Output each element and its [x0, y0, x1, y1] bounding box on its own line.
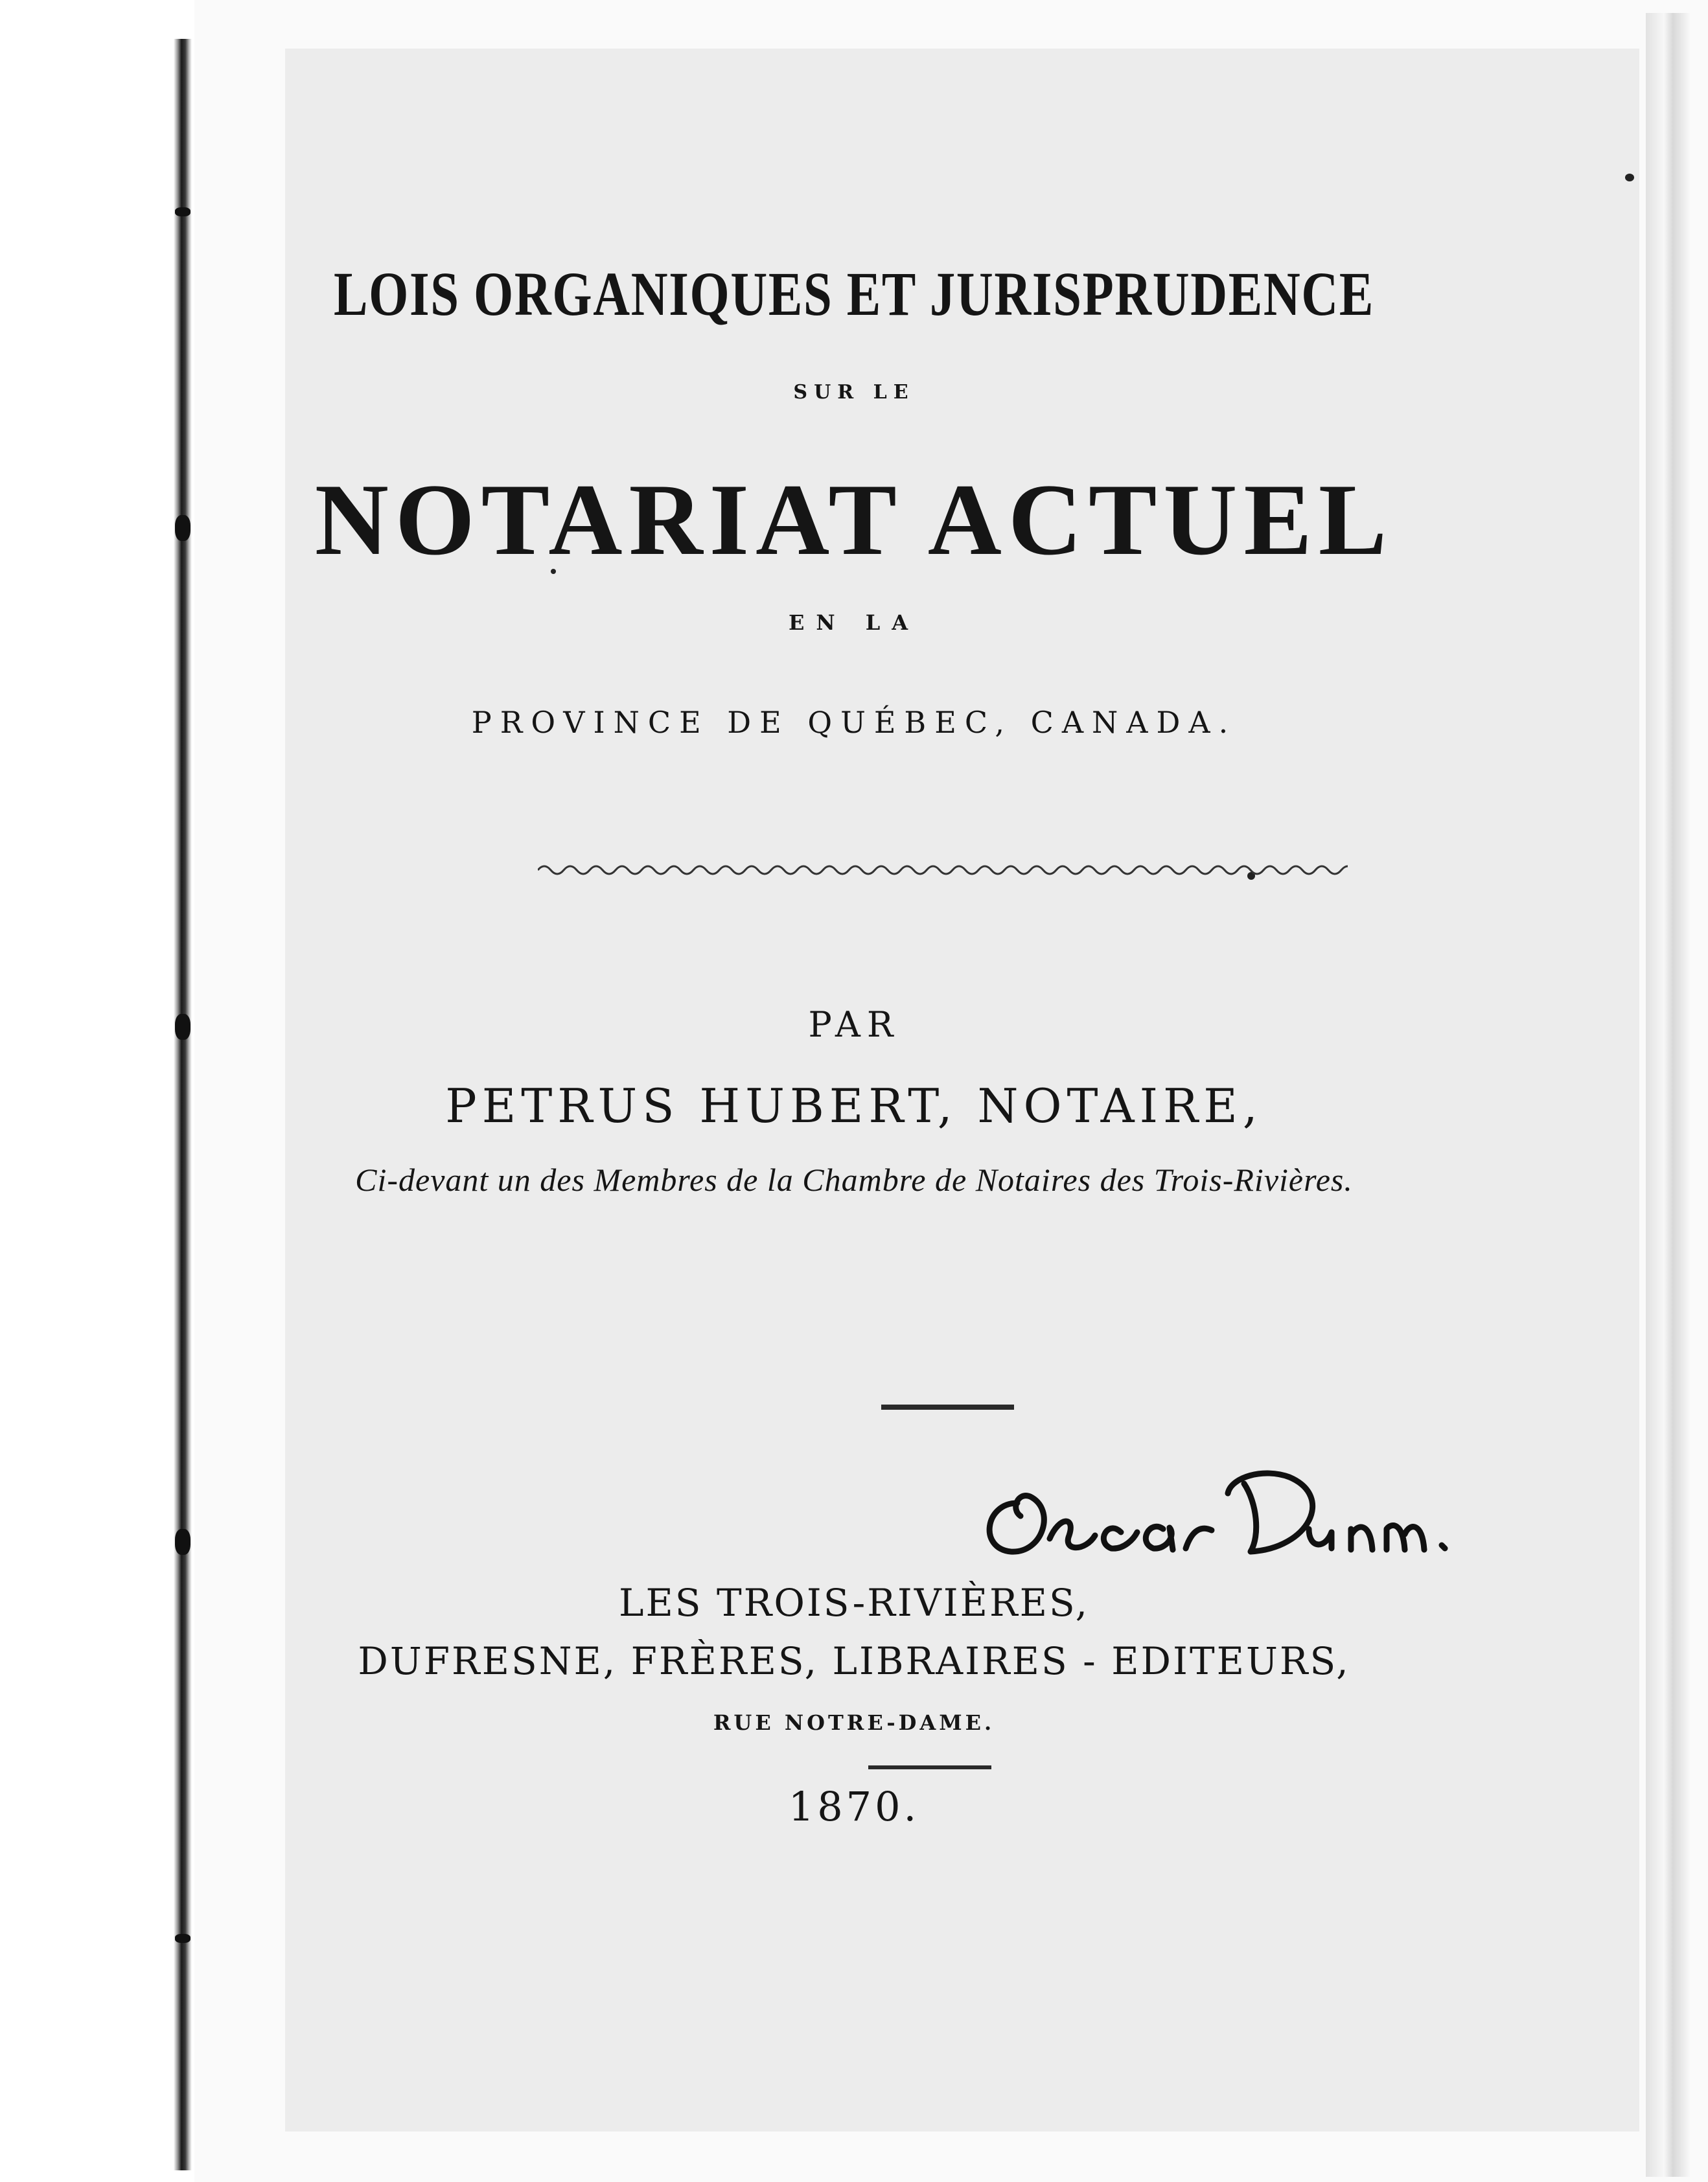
binding-stitch: [175, 1529, 190, 1555]
handwritten-signature: [972, 1412, 1464, 1581]
imprint-street: RUE NOTRE-DAME.: [713, 1710, 995, 1735]
imprint-publisher: DUFRESNE, FRÈRES, LIBRAIRES - EDITEURS,: [358, 1639, 1350, 1683]
ink-speck: [1625, 174, 1634, 181]
year-rule: [868, 1765, 991, 1769]
subject-title: NOTARIAT ACTUEL: [314, 463, 1394, 577]
wavy-rule-ornament: [538, 860, 1348, 880]
binding-stitch: [175, 1934, 190, 1943]
main-title: LOIS ORGANIQUES ET JURISPRUDENCE: [333, 259, 1375, 328]
connector-sur-le: SUR LE: [793, 381, 915, 404]
short-rule: [881, 1405, 1014, 1410]
binding-stitch: [175, 207, 190, 216]
byline-prefix: PAR: [808, 1004, 900, 1045]
author-name: PETRUS HUBERT, NOTAIRE,: [445, 1079, 1263, 1133]
imprint-year: 1870.: [788, 1783, 920, 1830]
author-description: Ci-devant un des Membres de la Chambre de Notaires des Trois-Rivières.: [355, 1162, 1353, 1198]
location-line: PROVINCE DE QUÉBEC, CANADA.: [471, 705, 1237, 740]
imprint-city: LES TROIS-RIVIÈRES,: [618, 1581, 1090, 1625]
connector-en-la: EN LA: [788, 610, 920, 635]
